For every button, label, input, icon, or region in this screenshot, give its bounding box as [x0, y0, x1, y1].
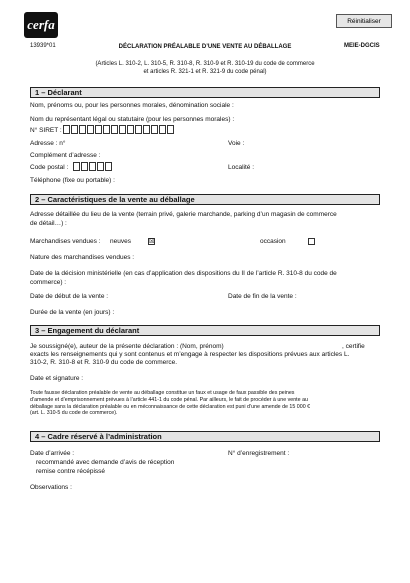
ministerial-decision-label-line1: Date de la décision ministérielle (en cas d’application des dispositions du II de l’article R. 310-8 du code de	[30, 270, 337, 277]
section-commitment-header: 3 – Engagement du déclarant	[30, 325, 380, 336]
date-signature-label: Date et signature :	[30, 375, 84, 382]
legal-warning-line3: déballage sans la déclaration préalable ou en méconnaissance de cette déclaration est puni d’une amende de 15 000 €	[30, 403, 311, 410]
name-label: Nom, prénoms ou, pour les personnes morales, dénomination sociale :	[30, 102, 234, 109]
legal-warning	[30, 390, 380, 417]
cerfa-logo: cerfa	[24, 12, 58, 38]
form-number: 13939*01	[30, 43, 56, 49]
postal-code-label: Code postal :	[30, 164, 69, 171]
locality-label: Localité :	[228, 164, 255, 171]
legal-line-2: et articles R. 321-1 et R. 321-9 du code pénal)	[143, 69, 267, 75]
form-reference: MEIE-DGCIS	[344, 43, 380, 49]
siret-input[interactable]	[63, 125, 175, 134]
siret-label: N° SIRET :	[30, 127, 62, 134]
observations-label: Observations :	[30, 484, 72, 491]
reset-button[interactable]: Réinitialiser	[336, 14, 392, 28]
section-declarant-header: 1 – Déclarant	[30, 87, 380, 98]
duration-label: Durée de la vente (en jours) :	[30, 309, 115, 316]
phone-label: Téléphone (fixe ou portable) :	[30, 177, 115, 184]
legal-warning-line4: (art. L. 310-5 du code de commerce).	[30, 410, 118, 417]
registered-mail-option: recommandé avec demande d’avis de réception	[36, 459, 175, 466]
goods-nature-label: Nature des marchandises vendues :	[30, 254, 135, 261]
goods-sold-label: Marchandises vendues :	[30, 238, 101, 245]
representative-label: Nom du représentant légal ou statutaire (pour les personnes morales) :	[30, 116, 235, 123]
ministerial-decision-label-line2: commerce) :	[30, 279, 67, 286]
postal-code-input[interactable]	[73, 162, 113, 171]
address-number-label: Adresse : n°	[30, 140, 66, 147]
start-date-label: Date de début de la vente :	[30, 293, 109, 300]
commitment-line-1b: , certifie	[342, 343, 365, 350]
legal-warning-line2: d’amende et d’emprisonnement prévues à l’article 441-1 du code pénal. Par ailleurs, le fait de procéder à une vente au	[30, 396, 308, 403]
form-title: DÉCLARATION PRÉALABLE D’UNE VENTE AU DÉBALLAGE	[118, 44, 292, 50]
arrival-date-label: Date d’arrivée :	[30, 450, 75, 457]
used-goods-checkbox[interactable]	[308, 238, 315, 245]
registration-number-label: N° d’enregistrement :	[228, 450, 290, 457]
legal-line-1: (Articles L. 310-2, L. 310-5, R. 310-8, R. 310-9 et R. 310-19 du code de commerce	[95, 61, 315, 67]
new-goods-label: neuves	[110, 238, 131, 245]
end-date-label: Date de fin de la vente :	[228, 293, 297, 300]
section-sale-characteristics-header: 2 – Caractéristiques de la vente au déballage	[30, 194, 380, 205]
commitment-line-1a: Je soussigné(e), auteur de la présente déclaration : (Nom, prénom)	[30, 343, 224, 350]
receipt-option: remise contre récépissé	[36, 468, 105, 475]
address-complement-label: Complément d’adresse :	[30, 152, 101, 159]
street-label: Voie :	[228, 140, 245, 147]
commitment-line-2: exacts les renseignements qui y sont contenus et m’engage à respecter les dispositions prévues aux articles L.	[30, 351, 350, 358]
sale-address-label-line2: de détail…) :	[30, 220, 67, 227]
sale-address-label-line1: Adresse détaillée du lieu de la vente (terrain privé, galerie marchande, parking d’un magasin de commerce	[30, 211, 337, 218]
commitment-line-3: 310-2, R. 310-8 et R. 310-9 du code de commerce.	[30, 359, 178, 366]
legal-warning-line1: Toute fausse déclaration préalable de vente au déballage constitue un faux et usage de faux passible des peines	[30, 390, 295, 396]
section-administration-header: 4 – Cadre réservé à l’administration	[30, 431, 380, 442]
used-goods-label: occasion	[260, 238, 286, 245]
new-goods-checkbox[interactable]: ☒	[149, 239, 155, 245]
